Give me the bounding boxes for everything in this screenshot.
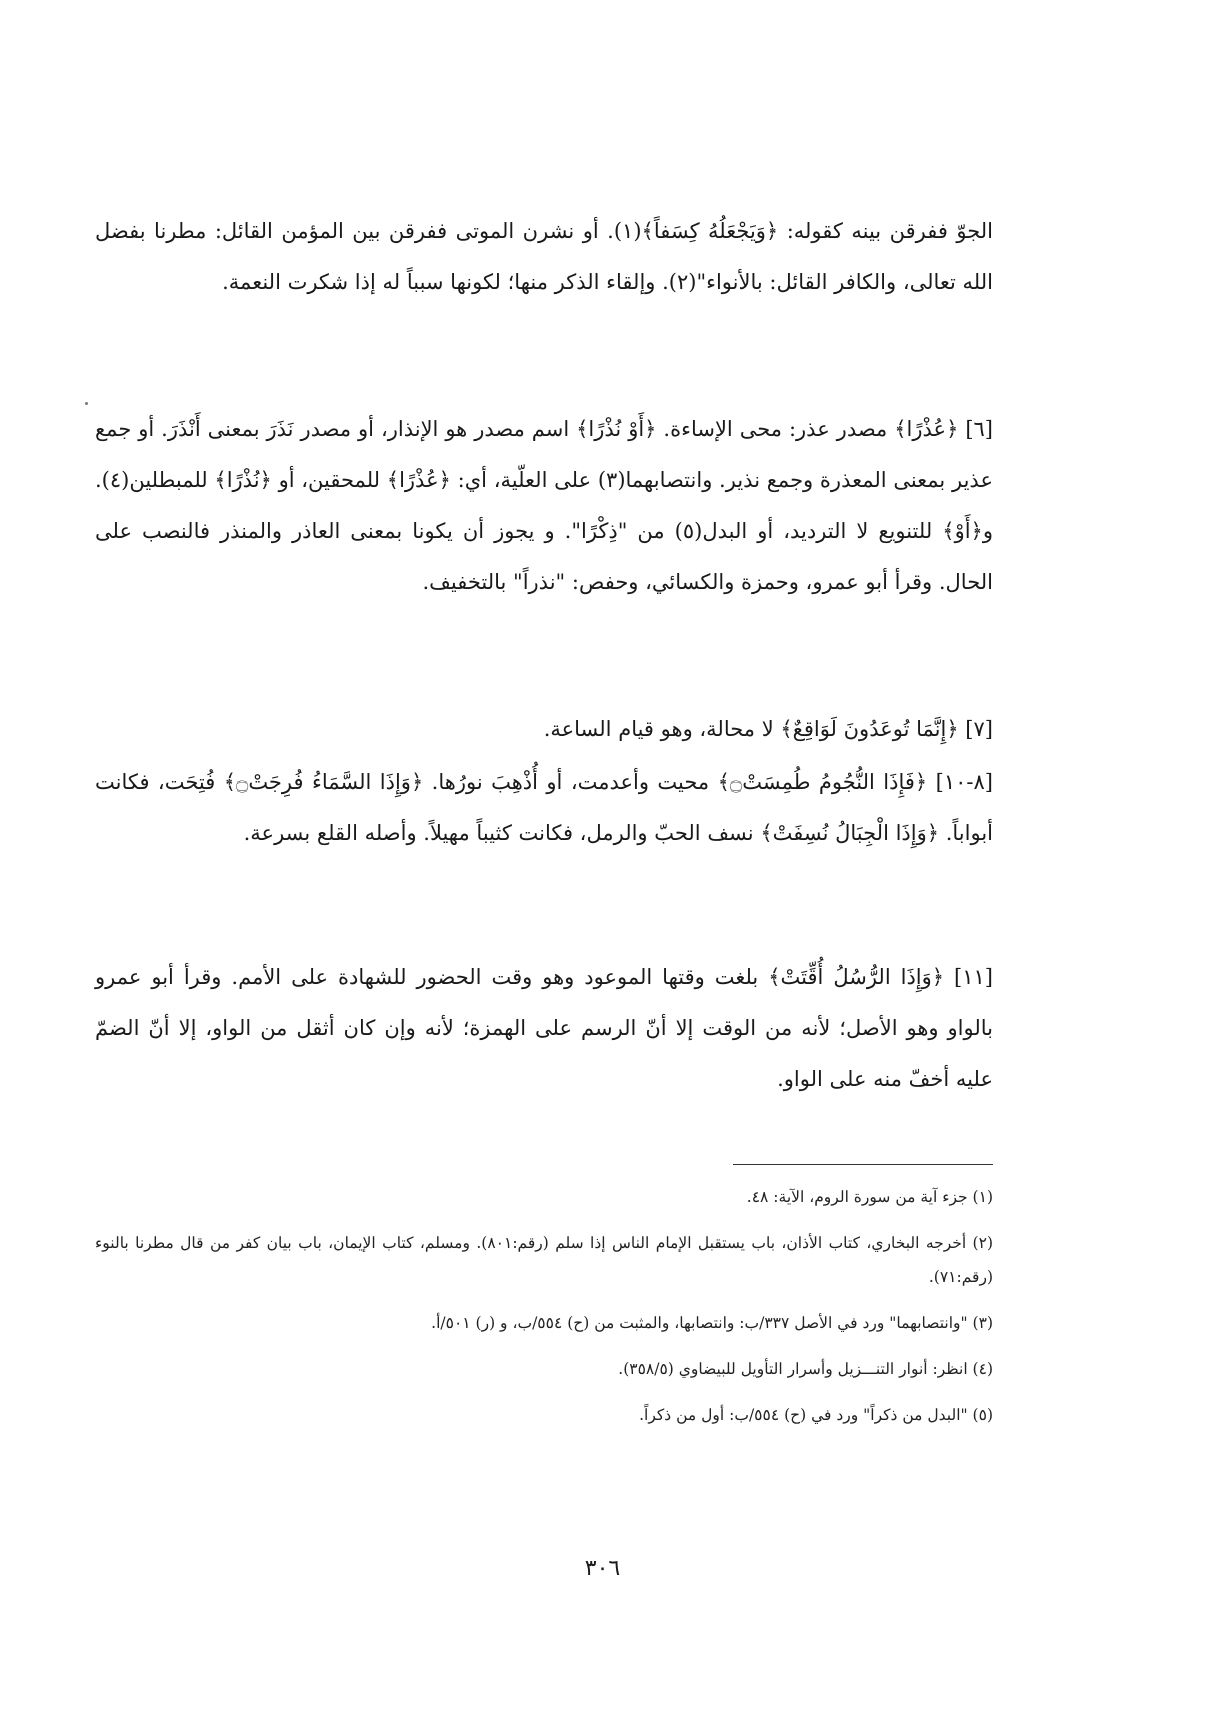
footnote-2: (٢) أخرجه البخاري، كتاب الأذان، باب يستقبل الإمام الناس إذا سلم (رقم:٨٠١). ومسلم، كتاب الإيمان، باب بيان كفر من قال مطرنا بالنوء (رقم:٧١).	[95, 1234, 993, 1286]
footnote-separator	[733, 1164, 993, 1165]
paragraph-2-verse-6: [٦] ﴿عُذْرًا﴾ مصدر عذر: محى الإساءة. ﴿أَوْ نُذْرًا﴾ اسم مصدر هو الإنذار، أو مصدر نَذَرَ بمعنى أَنْذَرَ. أو جمع عذير بمعنى المعذرة وجمع نذير. وانتصابهما(٣) على العلّية، أي: ﴿عُذْرًا﴾ للمحقين، أو ﴿نُذْرًا﴾ للمبطلين(٤). و﴿أَوْ﴾ للتنويع لا الترديد، أو البدل(٥) من "ذِكْرًا". و يجوز أن يكونا بمعنى العاذر والمنذر فالنصب على الحال. وقرأ أبو عمرو، وحمزة والكسائي، وحفص: "نذراً" بالتخفيف.	[95, 417, 993, 594]
paragraph-1: الجوّ ففرقن بينه كقوله: ﴿وَيَجْعَلُهُ كِسَفاً﴾(١). أو نشرن الموتى ففرقن بين المؤمن القائل: مطرنا بفضل الله تعالى، والكافر القائل: بالأنواء"(٢). وإلقاء الذكر منها؛ لكونها سبباً له إذا شكرت النعمة.	[95, 219, 993, 294]
page-number: ٣٠٦	[584, 1556, 621, 1581]
paragraph-4-verses-8-10: [٨-١٠] ﴿فَإِذَا النُّجُومُ طُمِسَتْ۝﴾ محيت وأعدمت، أو أُذْهِبَ نورُها. ﴿وَإِذَا السَّمَاءُ فُرِجَتْ۝﴾ فُتِحَت، فكانت أبواباً. ﴿وَإِذَا الْجِبَالُ نُسِفَتْ﴾ نسف الحبّ والرمل، فكانت كثيباً مهيلاً. وأصله القلع بسرعة.	[95, 770, 993, 845]
footnotes	[95, 1180, 993, 1444]
paragraph-5-verse-11: [١١] ﴿وَإِذَا الرُّسُلُ أُقِّتَتْ﴾ بلغت وقتها الموعود وهو وقت الحضور للشهادة على الأمم. وقرأ أبو عمرو بالواو وهو الأصل؛ لأنه من الوقت إلا أنّ الرسم على الهمزة؛ لأنه وإن كان أثقل من الواو، إلا أنّ الضمّ عليه أخفّ منه على الواو.	[95, 965, 993, 1091]
paragraph-3-verse-7: [٧] ﴿إِنَّمَا تُوعَدُونَ لَوَاقِعٌ﴾ لا محالة، وهو قيام الساعة.	[543, 717, 993, 741]
scan-speck	[85, 402, 88, 405]
footnote-1: (١) جزء آية من سورة الروم، الآية: ٤٨.	[746, 1188, 993, 1206]
footnote-5: (٥) "البدل من ذكراً" ورد في (ح) ٥٥٤/ب: أول من ذكراً.	[639, 1406, 993, 1424]
footnote-4: (٤) انظر: أنوار التنـــزيل وأسرار التأويل للبيضاوي (٣٥٨/٥).	[618, 1360, 993, 1378]
footnote-3: (٣) "وانتصابهما" ورد في الأصل ٣٣٧/ب: وانتصابها، والمثبت من (ح) ٥٥٤/ب، و (ر) ٥٠١/أ.	[431, 1314, 993, 1332]
